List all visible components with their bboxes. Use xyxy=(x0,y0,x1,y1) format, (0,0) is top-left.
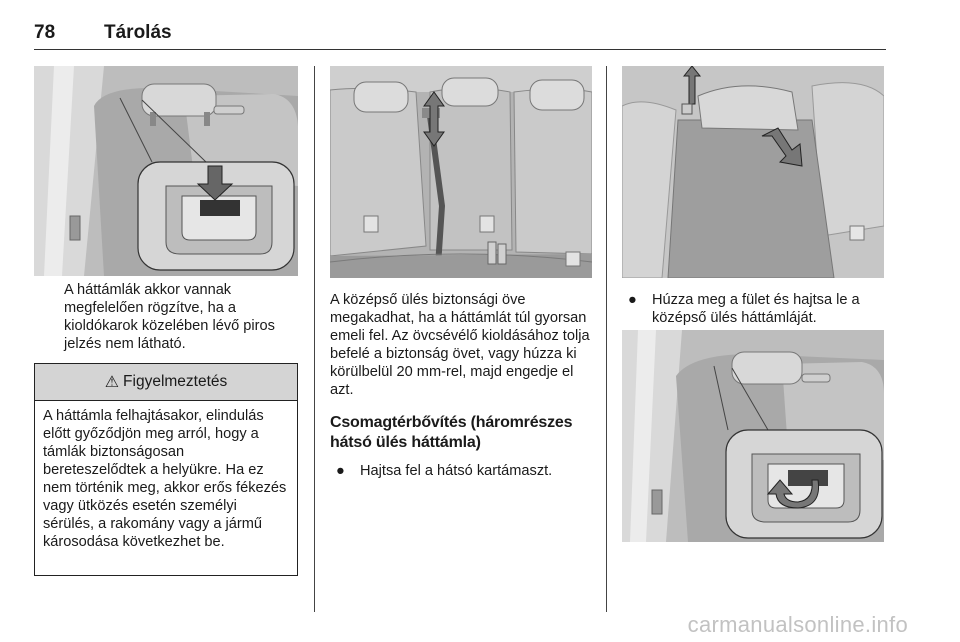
bullet-dot: ● xyxy=(628,292,637,308)
caption-seatback-locked: A háttámlák akkor vannak megfelelően rögzítve, ha a kioldókarok közelében lévő piros jelzés nem látható. xyxy=(64,282,275,352)
figure-seatback-release-lever xyxy=(34,66,298,276)
column-divider-left xyxy=(314,66,315,612)
figure-pull-tab-lever xyxy=(622,330,884,542)
warning-title: Figyelmeztetés xyxy=(123,373,228,390)
figure-fold-center-backrest xyxy=(622,66,884,278)
section-title: Tárolás xyxy=(104,22,172,43)
page-header xyxy=(34,22,886,48)
warning-box xyxy=(34,363,298,576)
watermark: carmanualsonline.info xyxy=(687,612,908,637)
warning-header xyxy=(35,364,297,401)
warning-body: A háttámla felhajtásakor, elindulás előtt győződjön meg arról, hogy a támlák biztonságosan bereteszelődtek a helyükre. Ha ez nem történik meg, akkor erős fékezés vagy ütközés esetén személyi sérülés, a rakomány vagy a jármű károsodása következhet be. xyxy=(43,408,287,550)
bullet-text: Húzza meg a fület és hajtsa le a középső ülés háttámláját. xyxy=(652,292,860,326)
column-divider-right xyxy=(606,66,607,612)
center-belt-paragraph: A középső ülés biztonsági öve megakadhat, ha a háttámlát túl gyorsan emeli fel. Az övcsévélő kioldásához tolja befelé a biztonság övet, vagy húzza ki körülbelül 20 mm-rel, majd engedje el azt. xyxy=(330,292,590,398)
warning-triangle-icon: ⚠ xyxy=(104,374,120,391)
page-number: 78 xyxy=(34,22,56,43)
figure-center-seat-belt xyxy=(330,66,592,278)
header-rule xyxy=(34,49,886,50)
bullet-text: Hajtsa fel a hátsó kartámaszt. xyxy=(360,463,553,479)
bullet-dot: ● xyxy=(336,463,345,479)
load-compartment-subheading: Csomagtérbővítés (háromrészes hátsó ülés háttámla) xyxy=(330,414,573,451)
